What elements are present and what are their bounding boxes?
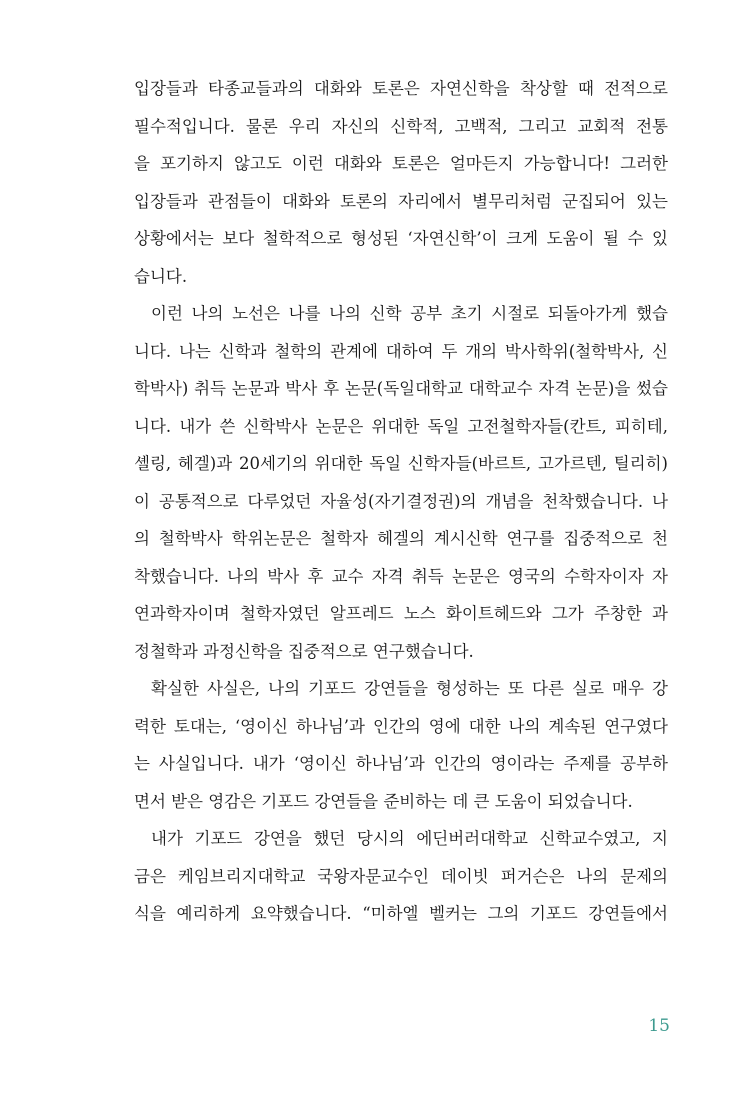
text-line: 식을 예리하게 요약했습니다. “미하엘 벨커는 그의 기포드 강연들에서	[134, 904, 668, 923]
text-line: 착했습니다. 나의 박사 후 교수 자격 취득 논문은 영국의 수학자이자 자	[134, 566, 668, 586]
text-line: 을 포기하지 않고도 이런 대화와 토론은 얼마든지 가능합니다! 그러한	[134, 154, 668, 173]
text-line: 이런 나의 노선은 나를 나의 신학 공부 초기 시절로 되돌아가게 했습	[151, 304, 668, 323]
text-line: 연과학자이며 철학자였던 알프레드 노스 화이트헤드와 그가 주창한 과	[134, 604, 668, 623]
text-line: 의 철학박사 학위논문은 철학자 헤겔의 계시신학 연구를 집중적으로 천	[134, 529, 668, 548]
text-line: 내가 기포드 강연을 했던 당시의 에딘버러대학교 신학교수였고, 지	[151, 829, 668, 848]
text-line: 필수적입니다. 물론 우리 자신의 신학적, 고백적, 그리고 교회적 전통	[134, 116, 668, 136]
text-line: 니다. 내가 쓴 신학박사 논문은 위대한 독일 고전철학자들(칸트, 피히테,	[134, 416, 668, 436]
text-line: 셸링, 헤겔)과 20세기의 위대한 독일 신학자들(바르트, 고가르텐, 틸리히)	[134, 454, 668, 473]
text-line: 이 공통적으로 다루었던 자율성(자기결정권)의 개념을 천착했습니다. 나	[134, 491, 668, 511]
text-line: 확실한 사실은, 나의 기포드 강연들을 형성하는 또 다른 실로 매우 강	[151, 679, 668, 698]
text-line: 면서 받은 영감은 기포드 강연들을 준비하는 데 큰 도움이 되었습니다.	[134, 791, 633, 811]
text-line: 니다. 나는 신학과 철학의 관계에 대하여 두 개의 박사학위(철학박사, 신	[134, 341, 668, 361]
text-line: 입장들과 관점들이 대화와 토론의 자리에서 별무리처럼 군집되어 있는	[134, 191, 668, 211]
page-number: 15	[648, 1016, 670, 1036]
text-line: 습니다.	[134, 266, 188, 286]
text-line: 력한 토대는, ‘영이신 하나님’과 인간의 영에 대한 나의 계속된 연구였다	[134, 716, 668, 736]
text-line: 상황에서는 보다 철학적으로 형성된 ‘자연신학’이 크게 도움이 될 수 있	[134, 229, 668, 248]
text-line: 정철학과 과정신학을 집중적으로 연구했습니다.	[134, 641, 474, 661]
text-line: 입장들과 타종교들과의 대화와 토론은 자연신학을 착상할 때 전적으로	[134, 79, 668, 98]
body-text	[134, 70, 668, 933]
text-line: 는 사실입니다. 내가 ‘영이신 하나님’과 인간의 영이라는 주제를 공부하	[134, 754, 668, 773]
text-line: 학박사) 취득 논문과 박사 후 논문(독일대학교 대학교수 자격 논문)을 썼습	[134, 379, 668, 398]
text-line: 금은 케임브리지대학교 국왕자문교수인 데이빗 퍼거슨은 나의 문제의	[134, 866, 668, 886]
